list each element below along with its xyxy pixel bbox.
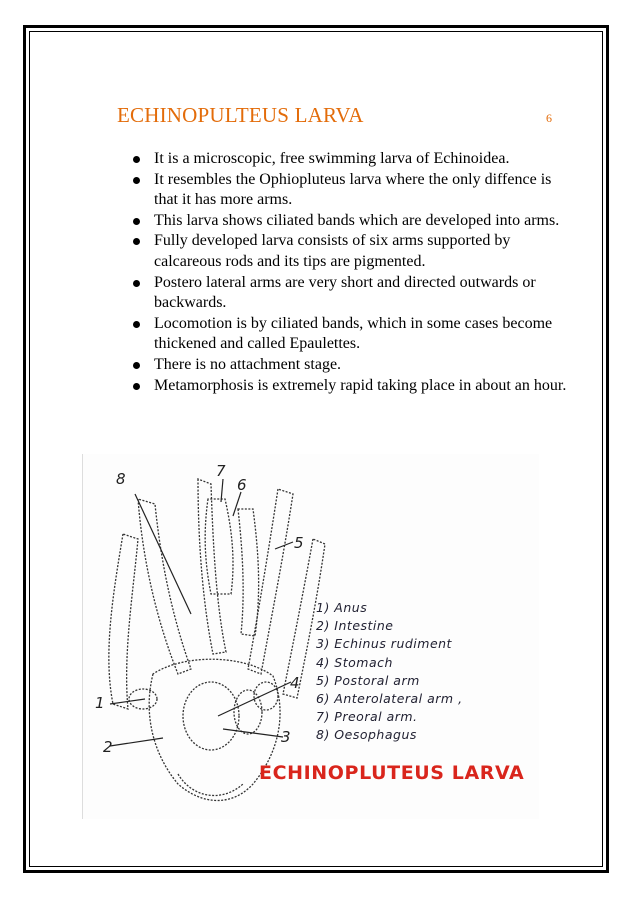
legend-item: 3) Echinus rudiment bbox=[316, 636, 452, 652]
bullet-icon bbox=[133, 177, 140, 184]
bullet-icon bbox=[133, 383, 140, 390]
bullet-icon bbox=[133, 156, 140, 163]
figure-legend bbox=[316, 599, 463, 745]
legend-item: 6) Anterolateral arm , bbox=[316, 691, 463, 707]
list-item: Locomotion is by ciliated bands, which in some cases become thickened and called Epaulettes. bbox=[129, 314, 569, 355]
diagram-label-2: 2 bbox=[103, 738, 113, 756]
diagram-label-4: 4 bbox=[290, 674, 300, 692]
legend-item: 7) Preoral arm. bbox=[316, 709, 418, 725]
bullet-list bbox=[129, 149, 569, 396]
diagram-label-1: 1 bbox=[95, 694, 105, 712]
larva-figure bbox=[82, 454, 539, 819]
list-item: Fully developed larva consists of six arms supported by calcareous rods and its tips are pigmented. bbox=[129, 231, 569, 272]
bullet-icon bbox=[133, 280, 140, 287]
legend-item: 8) Oesophagus bbox=[316, 727, 417, 743]
page-number: 6 bbox=[546, 111, 552, 125]
list-item: Postero lateral arms are very short and directed outwards or backwards. bbox=[129, 273, 569, 314]
diagram-label-3: 3 bbox=[281, 728, 291, 746]
diagram-label-8: 8 bbox=[116, 470, 126, 488]
list-item: It is a microscopic, free swimming larva of Echinoidea. bbox=[129, 149, 569, 170]
figure-caption: ECHINOPLUTEUS LARVA bbox=[259, 762, 525, 784]
diagram-label-6: 6 bbox=[237, 476, 247, 494]
page-title: ECHINOPULTEUS LARVA bbox=[117, 103, 364, 127]
bullet-icon bbox=[133, 321, 140, 328]
legend-item: 4) Stomach bbox=[316, 654, 393, 670]
list-item: This larva shows ciliated bands which are developed into arms. bbox=[129, 211, 569, 232]
list-item: It resembles the Ophiopluteus larva where the only diffence is that it has more arms. bbox=[129, 170, 569, 211]
list-item: There is no attachment stage. bbox=[129, 355, 569, 376]
bullet-icon bbox=[133, 238, 140, 245]
bullet-icon bbox=[133, 218, 140, 225]
legend-item: 1) Anus bbox=[316, 600, 368, 615]
legend-item: 5) Postoral arm bbox=[316, 672, 420, 688]
bullet-icon bbox=[133, 362, 140, 369]
diagram-label-7: 7 bbox=[216, 462, 226, 480]
diagram-label-5: 5 bbox=[294, 534, 304, 552]
list-item: Metamorphosis is extremely rapid taking place in about an hour. bbox=[129, 376, 569, 397]
legend-item: 2) Intestine bbox=[316, 618, 394, 634]
